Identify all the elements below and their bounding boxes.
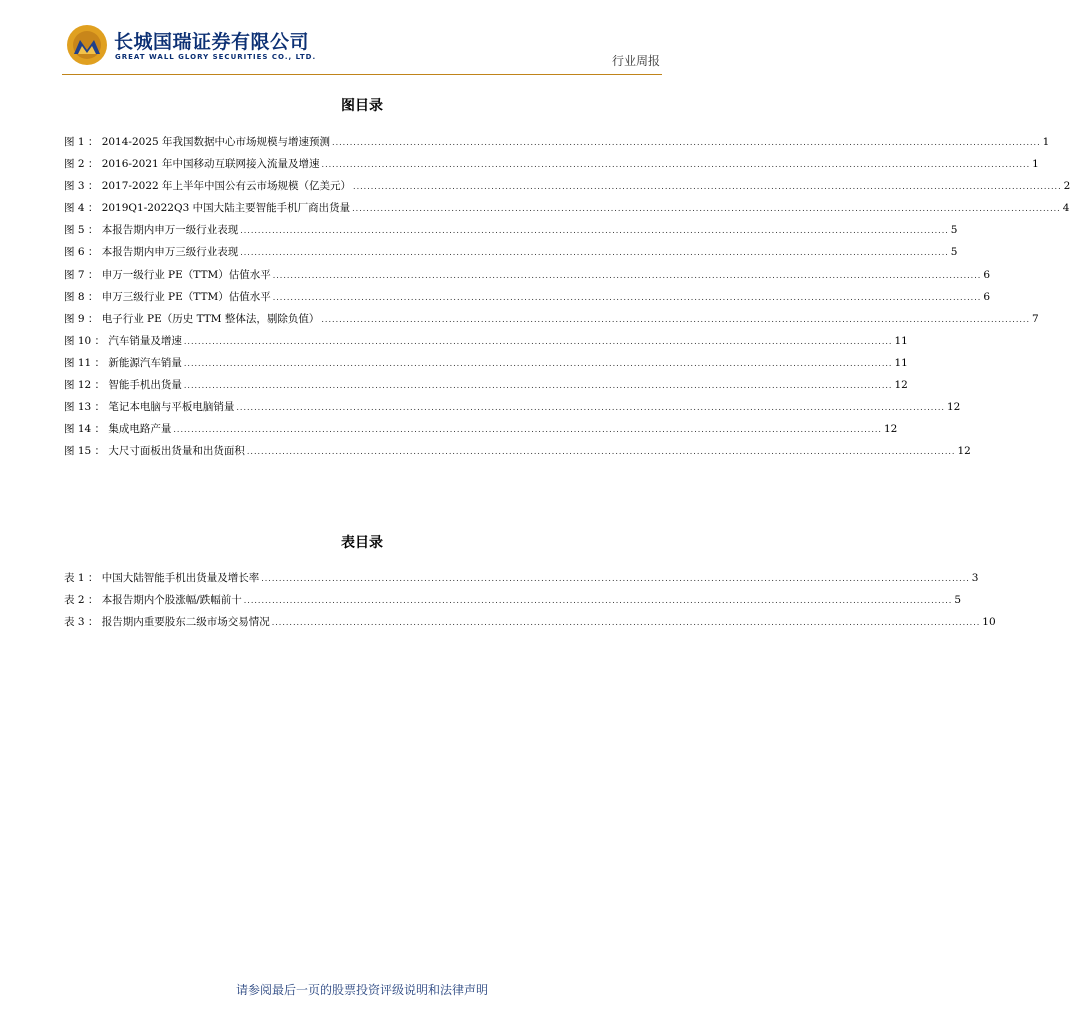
toc-page-number: 12: [894, 379, 908, 392]
toc-page-number: 12: [883, 423, 898, 436]
toc-page-number: 5: [950, 246, 958, 259]
toc-label: 图 2 ： 2016-2021 年中国移动互联网接入流量及增速: [64, 158, 320, 171]
toc-label: 图 6 ： 本报告期内申万三级行业表现: [64, 246, 239, 259]
toc-leader: ........................................................................................................................................................................................................: [243, 596, 953, 606]
toc-leader: ........................................................................................................................................................................................................: [183, 358, 893, 368]
toc-label: 表 1 ： 中国大陆智能手机出货量及增长率: [64, 572, 260, 584]
toc-row[interactable]: [64, 134, 1050, 156]
toc-leader: ........................................................................................................................................................................................................: [183, 381, 893, 391]
toc-page-number: 12: [957, 445, 971, 458]
toc-page-number: 11: [894, 334, 908, 347]
toc-label: 图 1 ： 2014-2025 年我国数据中心市场规模与增速预测: [64, 136, 331, 148]
toc-label: 图 8 ： 申万三级行业 PE（TTM）估值水平: [64, 290, 271, 303]
toc-label: 图 5 ： 本报告期内申万一级行业表现: [64, 224, 239, 237]
toc-page-number: 6: [983, 268, 990, 281]
figure-index-title: 图目录: [341, 98, 383, 114]
toc-page-number: 5: [950, 224, 958, 237]
toc-page-number: 10: [982, 616, 996, 629]
toc-row[interactable]: [64, 289, 990, 311]
toc-page-number: 4: [1062, 202, 1070, 215]
toc-leader: ........................................................................................................................................................................................................: [183, 336, 893, 346]
toc-leader: ........................................................................................................................................................................................................: [272, 292, 982, 302]
toc-leader: ........................................................................................................................................................................................................: [271, 618, 981, 628]
toc-page-number: 12: [946, 401, 961, 414]
toc-leader: ........................................................................................................................................................................................................: [246, 447, 956, 457]
toc-leader: ........................................................................................................................................................................................................: [353, 182, 1062, 192]
toc-row[interactable]: [64, 156, 1039, 178]
toc-row[interactable]: [64, 267, 990, 289]
toc-leader: ........................................................................................................................................................................................................: [240, 248, 949, 258]
page-header: [62, 22, 662, 75]
toc-row[interactable]: [64, 355, 908, 377]
toc-row[interactable]: [64, 311, 1039, 333]
toc-label: 图 10 ： 汽车销量及增速: [64, 334, 182, 347]
toc-label: 图 3 ： 2017-2022 年上半年中国公有云市场规模（亿美元）: [64, 180, 352, 193]
toc-leader: ........................................................................................................................................................................................................: [321, 160, 1031, 170]
toc-row[interactable]: [64, 443, 971, 465]
toc-label: 图 9 ： 电子行业 PE（历史 TTM 整体法，剔除负值）: [64, 312, 320, 325]
toc-page-number: 7: [1031, 312, 1039, 325]
toc-row[interactable]: [64, 399, 961, 421]
toc-label: 图 11 ： 新能源汽车销量: [64, 356, 182, 369]
company-logo-icon: [66, 24, 108, 66]
toc-label: 图 7 ： 申万一级行业 PE（TTM）估值水平: [64, 268, 271, 281]
company-name-en: GREAT WALL GLORY SECURITIES CO., LTD.: [115, 53, 317, 61]
toc-label: 图 4 ： 2019Q1-2022Q3 中国大陆主要智能手机厂商出货量: [64, 202, 351, 215]
toc-label: 表 2 ： 本报告期内个股涨幅/跌幅前十: [64, 594, 242, 607]
toc-page-number: 5: [954, 594, 962, 607]
toc-leader: ........................................................................................................................................................................................................: [173, 425, 882, 435]
toc-page-number: 3: [971, 572, 979, 584]
report-type: 行业周报: [611, 54, 660, 68]
toc-leader: ........................................................................................................................................................................................................: [272, 270, 982, 280]
toc-label: 图 14 ： 集成电路产量: [64, 423, 172, 436]
toc-leader: ........................................................................................................................................................................................................: [236, 403, 945, 413]
toc-row[interactable]: [64, 244, 958, 266]
toc-page-number: 2: [1063, 180, 1070, 193]
table-index-title: 表目录: [341, 535, 383, 551]
toc-page-number: 1: [1032, 158, 1039, 171]
table-index-list: [64, 570, 996, 636]
page-footer: 请参阅最后一页的股票投资评级说明和法律声明: [235, 983, 488, 997]
toc-label: 表 3 ： 报告期内重要股东二级市场交易情况: [64, 616, 270, 629]
toc-row[interactable]: [64, 222, 958, 244]
toc-leader: ........................................................................................................................................................................................................: [321, 314, 1030, 324]
toc-row[interactable]: [64, 592, 962, 614]
toc-row[interactable]: [64, 570, 979, 592]
toc-row[interactable]: [64, 614, 996, 636]
toc-row[interactable]: [64, 178, 1070, 200]
toc-page-number: 11: [894, 356, 908, 369]
company-name-cn: 长城国瑞证券有限公司: [114, 31, 310, 53]
toc-leader: ........................................................................................................................................................................................................: [332, 138, 1041, 147]
toc-row[interactable]: [64, 421, 898, 443]
toc-row[interactable]: [64, 200, 1070, 222]
toc-leader: ........................................................................................................................................................................................................: [352, 204, 1061, 214]
figure-index-list: [64, 134, 1070, 465]
toc-leader: ........................................................................................................................................................................................................: [261, 574, 970, 583]
toc-label: 图 15 ： 大尺寸面板出货量和出货面积: [64, 445, 245, 458]
toc-page-number: 6: [983, 290, 990, 303]
toc-label: 图 12 ： 智能手机出货量: [64, 379, 182, 392]
toc-row[interactable]: [64, 333, 908, 355]
toc-label: 图 13 ： 笔记本电脑与平板电脑销量: [64, 401, 235, 414]
toc-row[interactable]: [64, 377, 908, 399]
toc-page-number: 1: [1042, 136, 1050, 148]
toc-leader: ........................................................................................................................................................................................................: [240, 226, 949, 236]
